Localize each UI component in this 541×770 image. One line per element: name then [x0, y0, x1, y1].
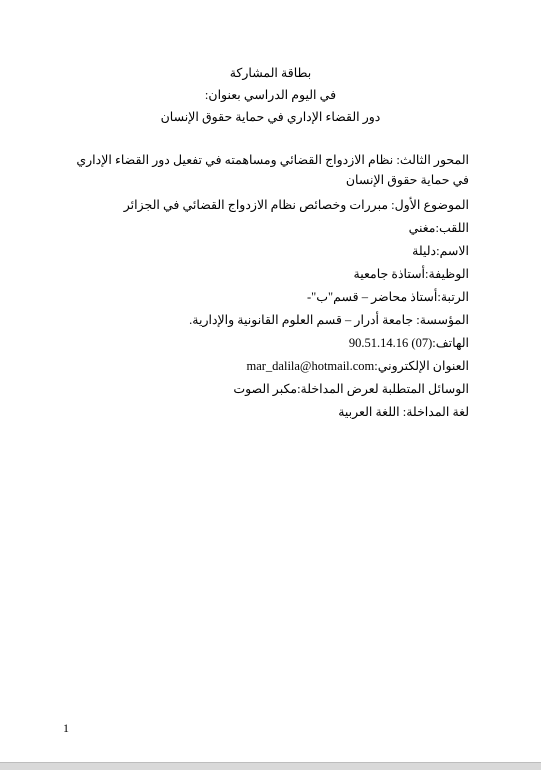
rank-line: الرتبة:أستاذ محاضر – قسم"ب"-	[307, 290, 469, 304]
job-line: الوظيفة:أستاذة جامعية	[353, 267, 469, 281]
document-header	[90, 62, 451, 128]
language-line: لغة المداخلة: اللغة العربية	[338, 405, 469, 419]
phone-line	[60, 335, 469, 358]
surname-line: اللقب:مغني	[408, 221, 469, 235]
phone-label: الهاتف:	[432, 336, 469, 350]
name-line: الاسم:دليلة	[412, 244, 469, 258]
subject-line: الموضوع الأول: مبررات وخصائص نظام الازدواج القضائي في الجزائر	[123, 198, 469, 212]
institution-line: المؤسسة: جامعة أدرار – قسم العلوم القانونية والإدارية.	[189, 313, 469, 327]
phone-value: 90.51.14.16 (07)	[348, 336, 433, 350]
page-number: 1	[63, 721, 69, 735]
means-line: الوسائل المتطلبة لعرض المداخلة:مكبر الصوت	[233, 382, 469, 396]
participant-details	[60, 150, 469, 427]
study-day-subtitle: في اليوم الدراسي بعنوان:	[204, 88, 337, 102]
study-day-topic: دور القضاء الإداري في حماية حقوق الإنسان	[160, 110, 381, 124]
card-title: بطاقة المشاركة	[229, 66, 312, 80]
email-line	[60, 358, 469, 381]
email-label: العنوان الإلكتروني:	[374, 359, 469, 373]
axis-line: المحور الثالث: نظام الازدواج القضائي ومساهمته في تفعيل دور القضاء الإداري في حماية حقوق الإنسان	[76, 153, 469, 187]
email-value: mar_dalila@hotmail.com	[246, 359, 375, 373]
